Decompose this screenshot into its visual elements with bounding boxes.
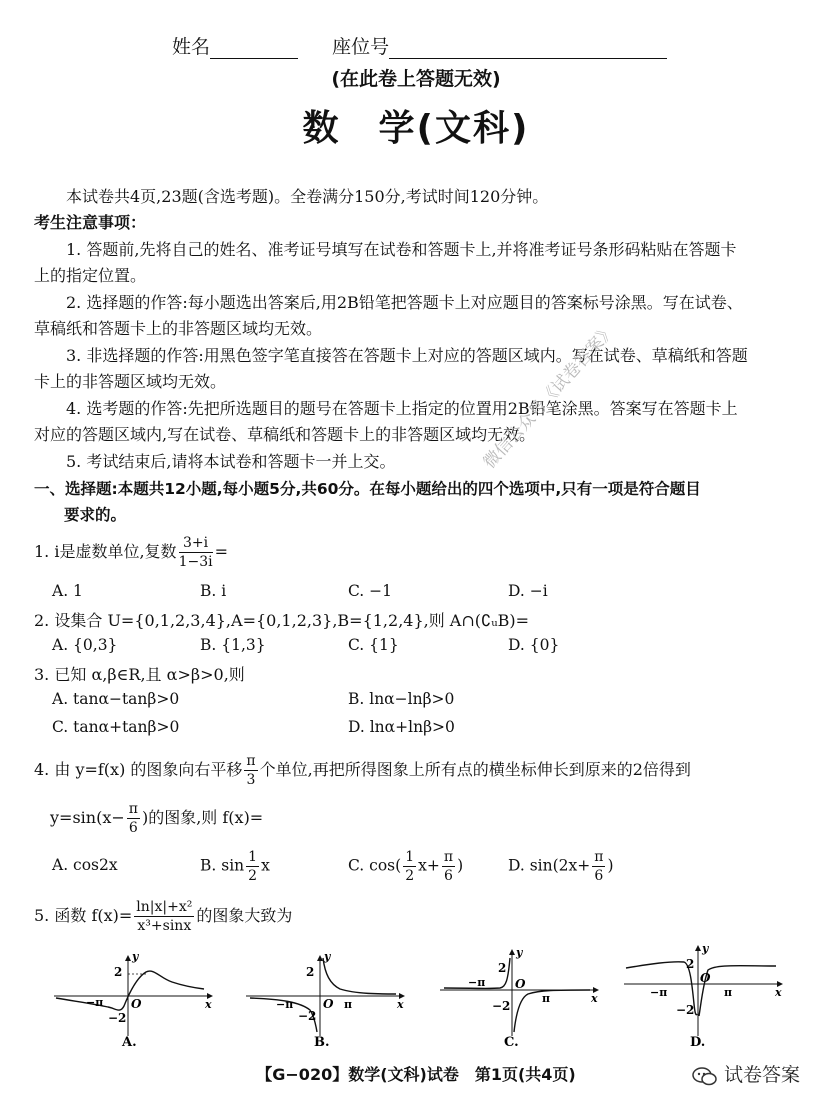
q2-option-a: A. {0,3} xyxy=(52,636,118,654)
q4-opt-d-pre: D. sin xyxy=(508,856,553,875)
graph-c-curve-right xyxy=(514,990,590,1032)
graph-c-label: C. xyxy=(504,1035,519,1050)
note-line: 4. 选考题的作答:先把所选题目的题号在答题卡上指定的位置用2B铅笔涂黑。答案写在答题卡上 xyxy=(66,399,738,418)
name-label: 姓名 xyxy=(172,36,211,58)
graph-c-x-label: x xyxy=(591,992,598,1005)
q4-opt-b-num: 1 xyxy=(248,849,258,865)
q3-option-a: A. tanα−tanβ>0 xyxy=(52,690,180,708)
graph-b-tick-neg: −2 xyxy=(298,1009,317,1023)
q1-eq: = xyxy=(214,542,228,561)
q4-opt-d-den: 6 xyxy=(594,868,604,884)
q1-option-d: D. −i xyxy=(508,582,548,600)
question-3: 3. 已知 α,β∈R,且 α>β>0,则 xyxy=(34,665,245,684)
q1-option-a: A. 1 xyxy=(52,582,83,600)
q2-option-b: B. {1,3} xyxy=(200,636,266,654)
name-blank xyxy=(210,40,298,59)
q4-opt-d-frac xyxy=(592,848,605,885)
q1-stem: 1. i是虚数单位,复数 xyxy=(34,542,177,561)
note-line: 3. 非选择题的作答:用黑色签字笔直接答在答题卡上对应的答题区域内。写在试卷、草稿纸和答题 xyxy=(66,346,748,365)
q1-num: 3+i xyxy=(179,534,213,553)
graph-a-tick-neg: −2 xyxy=(108,1011,127,1025)
graph-a-curve xyxy=(56,971,204,1010)
graph-b-tick-pos: 2 xyxy=(306,965,315,979)
wechat-icon xyxy=(692,1065,718,1087)
q4-opt-c-frac1 xyxy=(403,848,416,885)
graph-b-label: B. xyxy=(314,1035,330,1050)
notes-heading: 考生注意事项： xyxy=(34,213,147,232)
q4-line2-num: π xyxy=(128,801,138,817)
graph-b-x-label: x xyxy=(397,998,404,1011)
q4-shift-num: π xyxy=(246,753,256,769)
q5-graphs xyxy=(0,944,832,1054)
graph-a-tick-neg-pi: −π xyxy=(86,996,104,1009)
page-footer: 【G−020】数学(文科)试卷 第1页(共4页) xyxy=(256,1065,576,1084)
answer-notice: (在此卷上答题无效) xyxy=(331,68,501,90)
q4-line2-b: 的图象,则 f(x)= xyxy=(148,808,264,827)
q4-opt-c-num2: π xyxy=(443,849,454,865)
note-line: 上的指定位置。 xyxy=(34,266,147,285)
q3-option-d: D. lnα+lnβ>0 xyxy=(348,718,455,736)
q4-stem-a: 4. 由 y=f(x) 的图象向右平移 xyxy=(34,760,243,779)
q1-option-b: B. i xyxy=(200,582,227,600)
question-2: 2. 设集合 U={0,1,2,3,4},A={0,1,2,3},B={1,2,4},则 A∩(∁ᵤB)= xyxy=(34,611,529,630)
q4-line2-paren-b: ) xyxy=(141,808,149,827)
graph-b-y-label: y xyxy=(324,950,331,963)
section-heading: 一、选择题:本题共12小题,每小题5分,共60分。在每小题给出的四个选项中,只有一项是符合题目 xyxy=(34,480,701,498)
graph-b xyxy=(246,950,404,1050)
wechat-badge xyxy=(692,1060,800,1087)
graph-d-tick-pi: π xyxy=(724,986,733,999)
question-4-line2 xyxy=(50,800,263,837)
graph-c-tick-neg-pi: −π xyxy=(468,976,486,989)
q4-opt-c-frac2 xyxy=(442,848,455,885)
seat-label: 座位号 xyxy=(332,36,390,58)
q3-option-b: B. lnα−lnβ>0 xyxy=(348,690,455,708)
q5-fraction xyxy=(134,898,194,935)
graph-a-x-label: x xyxy=(205,998,212,1011)
graph-c-tick-neg: −2 xyxy=(492,999,511,1013)
graph-a-tick-pos: 2 xyxy=(114,965,123,979)
q4-stem-b: 个单位,再把所得图象上所有点的横坐标伸长到原来的2倍得到 xyxy=(259,760,691,779)
q4-opt-d-paren-a: (2x+ xyxy=(552,856,591,875)
q4-opt-b-frac xyxy=(246,848,259,885)
question-1 xyxy=(34,534,228,571)
q4-opt-c-paren-b: ) xyxy=(457,856,464,875)
note-line: 5. 考试结束后,请将本试卷和答题卡一并上交。 xyxy=(66,452,396,471)
graph-d-x-label: x xyxy=(775,986,782,999)
graph-b-origin: O xyxy=(323,997,334,1011)
note-line: 1. 答题前,先将自己的姓名、准考证号填写在试卷和答题卡上,并将准考证号条形码粘贴在答题卡 xyxy=(66,240,737,259)
q4-option-b xyxy=(200,848,270,885)
graph-c-y-label: y xyxy=(516,946,523,959)
graph-d-tick-neg-pi: −π xyxy=(650,986,668,999)
q4-opt-c-mid: x+ xyxy=(418,856,440,875)
q4-shift-fraction xyxy=(244,752,257,789)
graph-b-tick-pi: π xyxy=(344,998,353,1011)
question-4 xyxy=(34,752,691,789)
graph-b-tick-neg-pi: −π xyxy=(276,998,294,1011)
graph-d-origin: O xyxy=(700,971,711,985)
q4-opt-c-pre: C. cos xyxy=(348,856,396,875)
q5-num: ln|x|+x² xyxy=(136,899,193,915)
q4-opt-c-den1: 2 xyxy=(405,868,415,884)
q3-option-c: C. tanα+tanβ>0 xyxy=(52,718,180,736)
q5-stem-a: 5. 函数 f(x)= xyxy=(34,906,133,925)
graph-a-y-label: y xyxy=(132,950,139,963)
q4-opt-c-num1: 1 xyxy=(405,849,415,865)
q4-opt-b-den: 2 xyxy=(248,868,258,884)
graph-c-tick-pos: 2 xyxy=(498,961,507,975)
note-line: 卡上的非答题区域均无效。 xyxy=(34,372,227,391)
q4-opt-c-den2: 6 xyxy=(444,868,453,884)
q4-opt-b-pre: B. sin xyxy=(200,856,245,875)
q4-opt-d-paren-b: ) xyxy=(607,856,614,875)
note-line: 草稿纸和答题卡上的非答题区域均无效。 xyxy=(34,319,323,338)
q1-den: 1−3i xyxy=(178,554,213,570)
watermark: 微信公众号《试卷答案》 xyxy=(479,320,620,473)
graph-c-origin: O xyxy=(515,977,526,991)
graph-d-label: D. xyxy=(690,1035,706,1050)
name-seat-row xyxy=(172,32,667,59)
q1-fraction xyxy=(179,534,213,571)
graph-d-tick-pos: 2 xyxy=(686,957,695,971)
graph-c xyxy=(440,946,598,1050)
q4-line2-fraction xyxy=(127,800,140,837)
q4-line2-a: y=sin xyxy=(50,808,97,827)
q4-opt-c-paren-a: ( xyxy=(395,856,402,875)
graph-d-y-label: y xyxy=(702,944,709,955)
wechat-label: 试卷答案 xyxy=(724,1064,801,1086)
graph-a-origin: O xyxy=(131,997,142,1011)
q4-line2-den: 6 xyxy=(128,820,138,836)
graph-d-curve-right xyxy=(699,966,776,1016)
graph-a-label: A. xyxy=(122,1035,137,1050)
q2-option-d: D. {0} xyxy=(508,636,560,654)
note-line: 2. 选择题的作答:每小题选出答案后,用2B铅笔把答题卡上对应题目的答案标号涂黑。写在试卷、 xyxy=(66,293,743,312)
q4-opt-b-post: x xyxy=(261,856,270,875)
q4-opt-d-num: π xyxy=(594,849,604,865)
section-heading-cont: 要求的。 xyxy=(64,506,127,524)
q1-option-c: C. −1 xyxy=(348,582,393,600)
q4-line2-paren-a: (x− xyxy=(96,808,125,827)
note-line: 对应的答题区域内,写在试卷、草稿纸和答题卡上的非答题区域均无效。 xyxy=(34,425,536,444)
intro-text: 本试卷共4页,23题(含选考题)。全卷满分150分,考试时间120分钟。 xyxy=(66,187,549,206)
question-5 xyxy=(34,898,292,935)
seat-blank xyxy=(389,40,667,59)
graph-d-tick-neg: −2 xyxy=(676,1003,695,1017)
graph-c-tick-pi: π xyxy=(542,992,551,1005)
q4-option-c xyxy=(348,848,463,885)
graph-b-curve-right xyxy=(323,958,396,994)
graph-d xyxy=(624,944,782,1050)
q4-option-d xyxy=(508,848,614,885)
q5-stem-b: 的图象大致为 xyxy=(196,906,293,925)
q2-option-c: C. {1} xyxy=(348,636,399,654)
graph-a xyxy=(54,950,212,1050)
q4-shift-den: 3 xyxy=(246,772,256,788)
page-title: 数 学(文科) xyxy=(302,108,530,149)
q5-den: x³+sinx xyxy=(137,918,192,934)
q4-option-a: A. cos2x xyxy=(52,856,118,874)
